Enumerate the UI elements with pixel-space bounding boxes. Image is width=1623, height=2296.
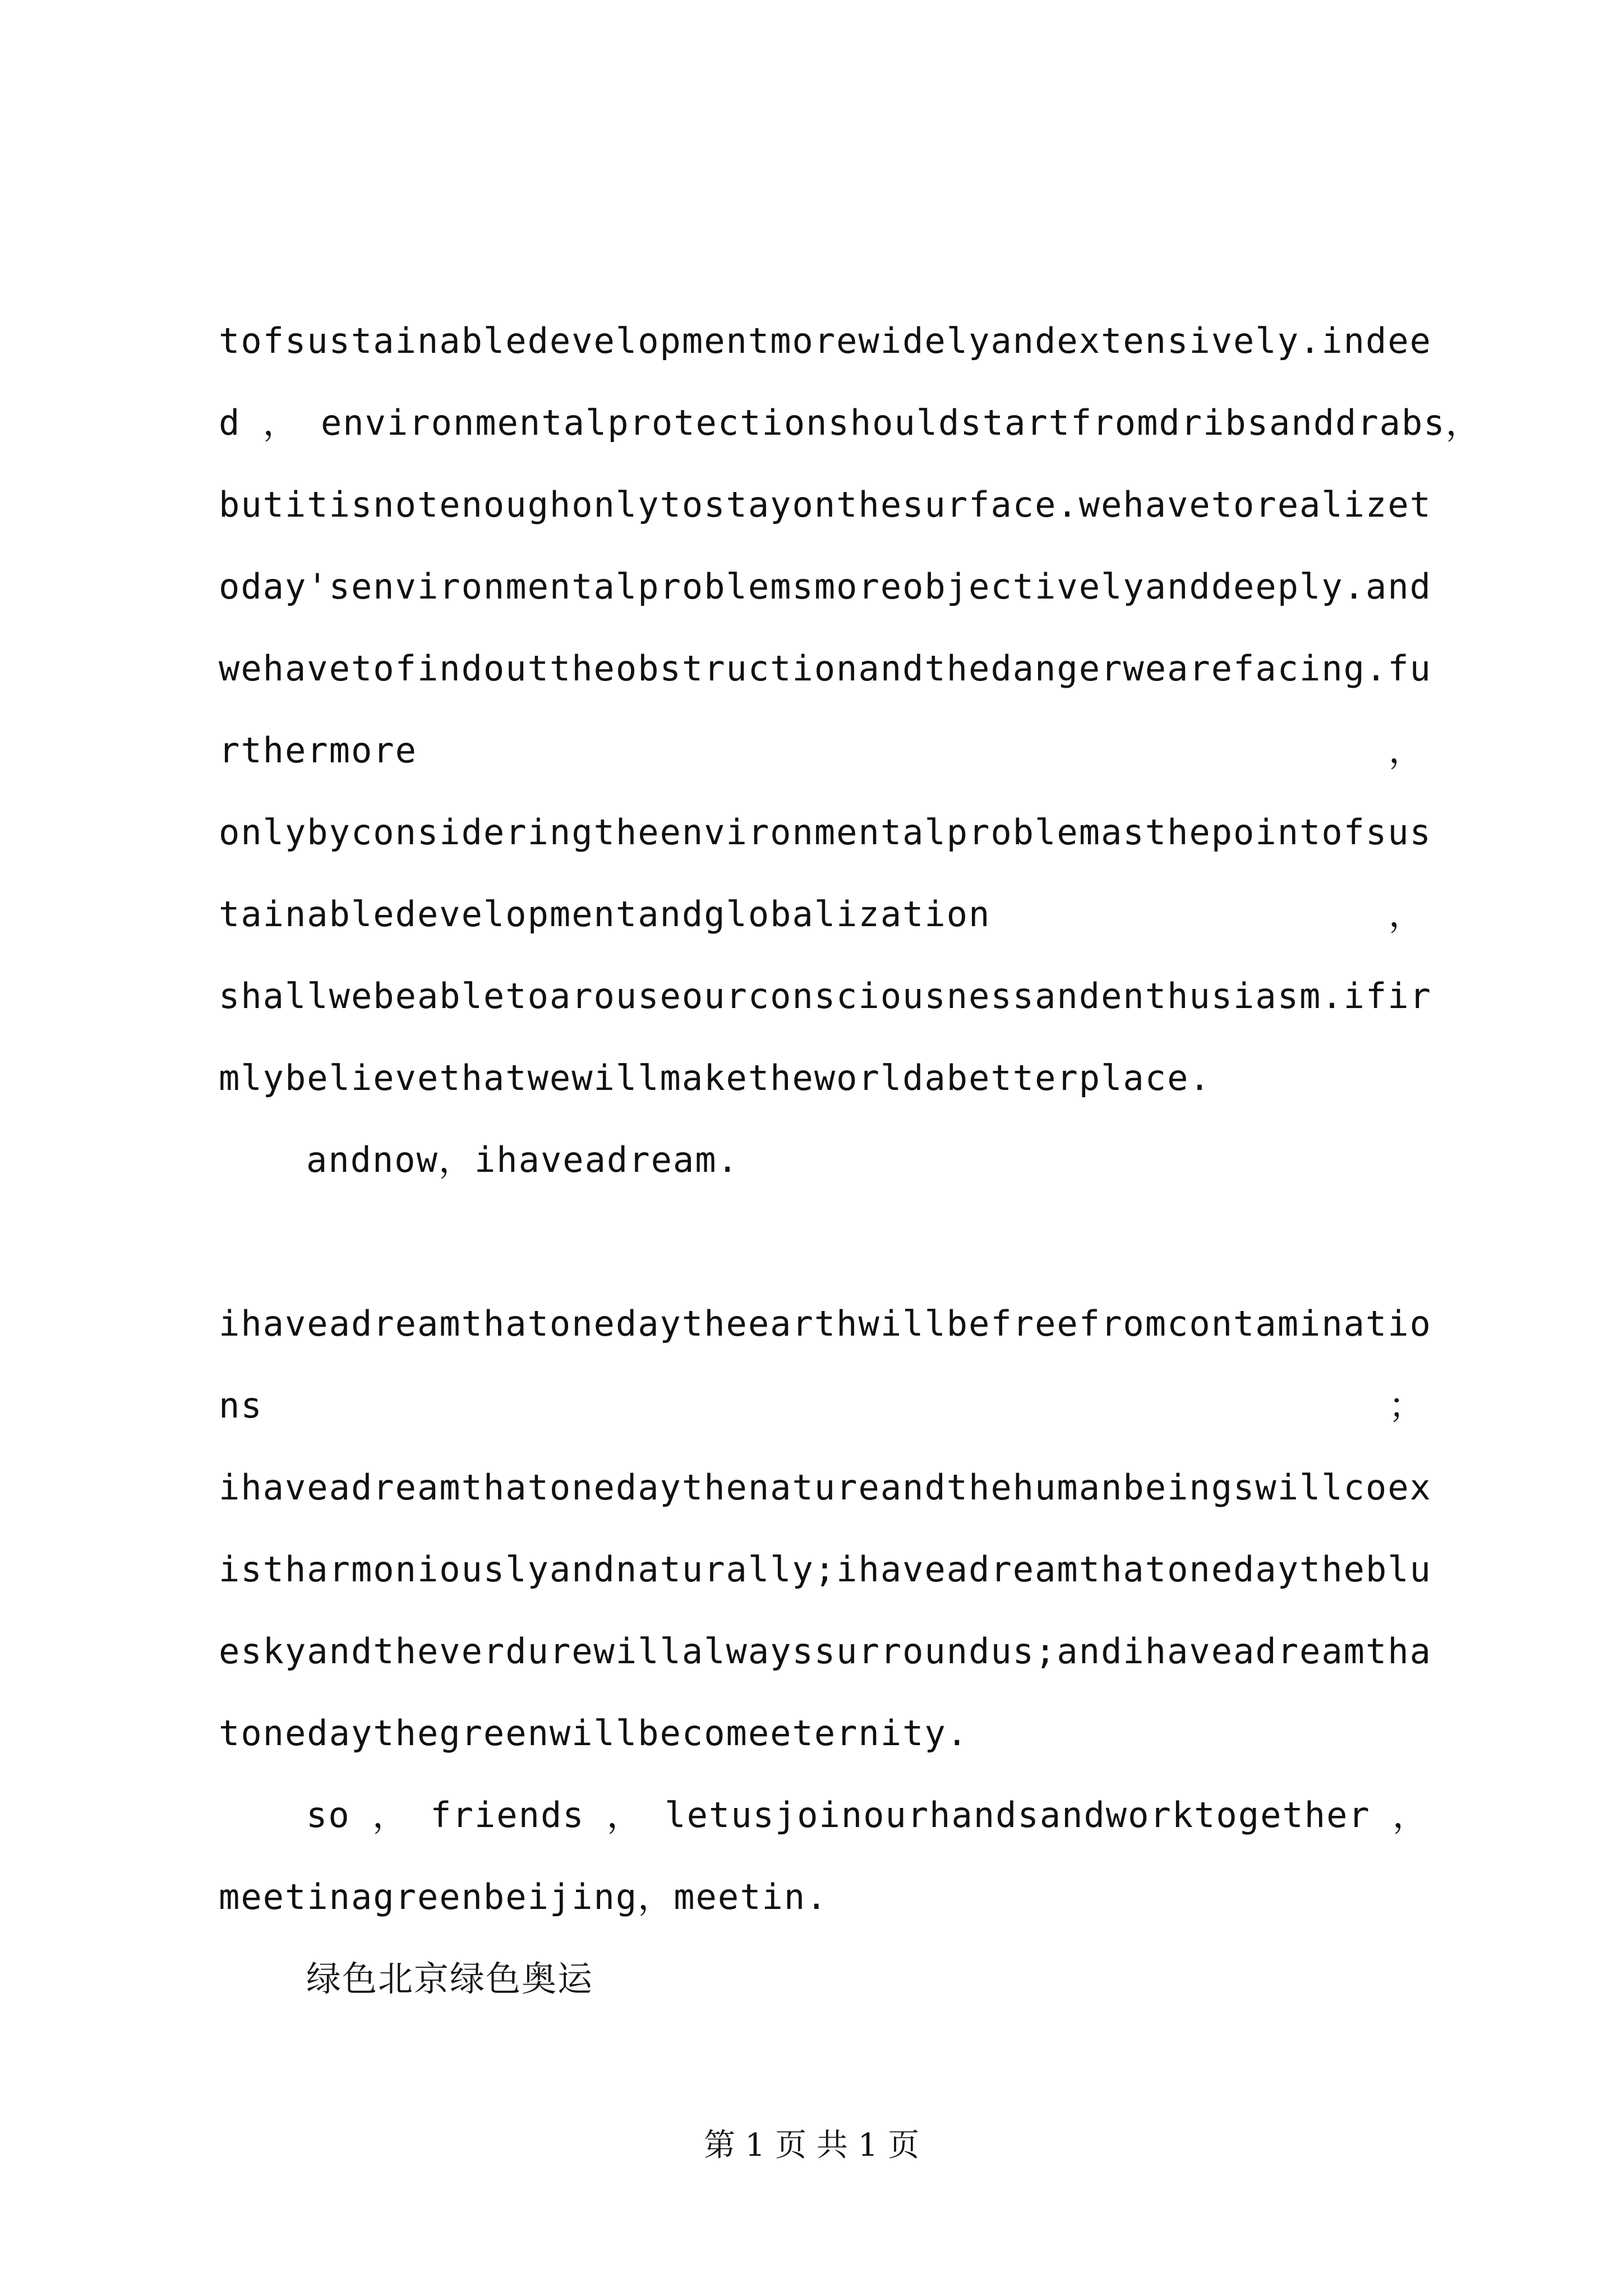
paragraph-line: andnow，ihaveadream. <box>306 1139 739 1180</box>
heading-line: 绿色北京绿色奥运 <box>306 1958 594 1999</box>
text-line: oday'senvironmentalproblemsmoreobjectivelyanddeeply.and <box>219 566 1432 607</box>
text-line <box>219 873 1424 955</box>
paragraph-line: so ， friends ， letusjoinourhandsandworktogether ， <box>306 1795 1429 1835</box>
text-line <box>219 1365 1424 1447</box>
text-line: d ， environmentalprotectionshouldstartfromdribsanddrabs， <box>219 402 1482 443</box>
paragraph-gap <box>219 1201 1424 1283</box>
text-fragment: rthermore <box>219 730 417 771</box>
text-fragment: tainabledevelopmentandglobalization <box>219 894 991 935</box>
document-body <box>219 300 1482 2020</box>
text-line: mlybelievethatwewillmaketheworldabetterplace. <box>219 1057 1211 1098</box>
text-fragment: ns <box>219 1385 263 1426</box>
text-line: eskyandtheverdurewillalwayssurroundus;andihaveadreamtha <box>219 1631 1432 1672</box>
text-line <box>219 710 1424 792</box>
text-line: meetinagreenbeijing，meetin. <box>219 1876 828 1917</box>
text-fragment: ， <box>1388 894 1424 935</box>
text-line: shallwebeabletoarouseourconsciousnessandenthusiasm.ifir <box>219 976 1432 1016</box>
page-footer: 第 1 页 共 1 页 <box>703 2127 920 2164</box>
text-line: wehavetofindouttheobstructionandthedangerwearefacing.fu <box>219 648 1432 689</box>
text-line: istharmoniouslyandnaturally;ihaveadreamthatonedaytheblu <box>219 1549 1432 1590</box>
text-fragment: ， <box>1388 730 1424 771</box>
text-line: tonedaythegreenwillbecomeeternity. <box>219 1713 969 1754</box>
text-line: butitisnotenoughonlytostayonthesurface.wehavetorealizet <box>219 484 1432 525</box>
text-line: ihaveadreamthatonedaythenatureandthehumanbeingswillcoex <box>219 1467 1432 1508</box>
text-fragment: ； <box>1388 1385 1424 1426</box>
text-line: onlybyconsideringtheenvironmentalproblemasthepointofsus <box>219 812 1432 853</box>
text-line: tofsustainabledevelopmentmorewidelyandextensively.indee <box>219 320 1432 361</box>
text-line: ihaveadreamthatonedaytheearthwillbefreefromcontaminatio <box>219 1303 1432 1344</box>
